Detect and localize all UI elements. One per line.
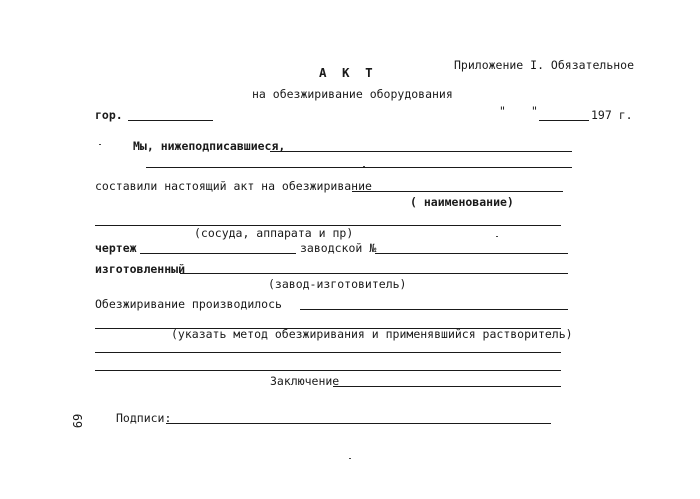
degreasing-label: Обезжиривание производилось: [95, 297, 282, 311]
manufacturer-hint: (завод-изготовитель): [268, 277, 407, 291]
signatures-field-line[interactable]: [166, 423, 551, 424]
city-field-line[interactable]: [128, 120, 213, 121]
factory-number-field-line[interactable]: [375, 253, 568, 254]
scan-speck: [363, 166, 365, 167]
degreasing-field-line[interactable]: [300, 309, 568, 310]
factory-number-label: заводской №: [300, 241, 377, 255]
page-number: 69: [70, 413, 85, 429]
composed-field-line[interactable]: [352, 191, 563, 192]
manufactured-label: изготовленный: [95, 262, 186, 276]
city-label: гор.: [95, 108, 123, 122]
naming-hint: ( наименование): [410, 195, 514, 209]
extra-line-1[interactable]: [95, 352, 561, 353]
conclusion-label: Заключение: [270, 374, 340, 388]
drawing-label: чертеж: [95, 241, 137, 255]
date-field-line[interactable]: [539, 120, 589, 121]
scan-speck: [349, 458, 351, 459]
drawing-field-line[interactable]: [140, 253, 296, 254]
signers-label: Мы, нижеподписавшиеся,: [133, 139, 286, 153]
signers-line-1[interactable]: [270, 151, 572, 152]
conclusion-field-line[interactable]: [333, 386, 561, 387]
manufacturer-field-line[interactable]: [180, 273, 568, 274]
date-quote-open: ": [499, 104, 506, 118]
year-label: 197 г.: [591, 108, 633, 122]
document-subtitle: на обезжиривание оборудования: [252, 87, 453, 101]
composed-label: составили настоящий акт на обезжиривание: [95, 179, 372, 193]
document-title: А К Т: [319, 65, 377, 80]
scan-speck: [496, 236, 498, 237]
vessel-hint: (сосуда, аппарата и пр): [194, 226, 354, 240]
signatures-label: Подписи:: [116, 411, 172, 425]
method-hint: (указать метод обезжиривания и применявшийся растворитель): [171, 327, 573, 341]
date-quote-close: ": [531, 104, 538, 118]
signers-line-2[interactable]: [146, 167, 572, 168]
extra-line-2[interactable]: [95, 370, 561, 371]
scan-speck: [99, 144, 101, 145]
appendix-note: Приложение I. Обязательное: [454, 58, 635, 72]
